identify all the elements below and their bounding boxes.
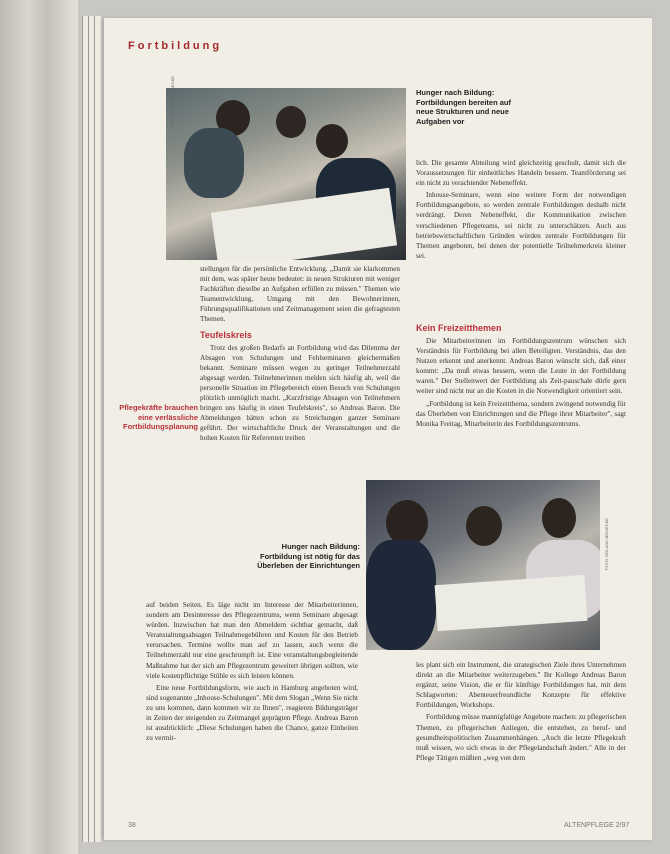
journal-footer: ALTENPFLEGE 2/97	[564, 822, 630, 829]
photo-group-training	[166, 88, 406, 260]
page-number: 38	[128, 822, 136, 829]
paragraph: auf beiden Seiten. Es läge nicht im Interesse der Mitarbeiterinnen, sondern am Desinteresse des Pflegezentrums, wenn Seminare abgesagt würden. Inzwischen hat man den Abmeldern sichtbar gemacht, daß Veranstaltungsabsagen Teilnahmegebühren und Kosten für den Betrieb verursachen. Termine wollte man auf zu lassen, auch wenn die Teilnehmerzahl nur eine geschrumpft ist. Eine veranstaltungsbegleitende Maßnahme hat der sich am Pflegezentrum geweitert übrigen sollten, wie viele kostenpflichtige Stühle es sich leisten können.	[146, 601, 358, 680]
book-binding	[0, 0, 78, 854]
paragraph: lich. Die gesamte Abteilung wird gleichzeitig geschult, damit sich die Voraussetzungen für einheitliches Handeln bessern. Teamförderung sei ein nicht zu verachtender Nebeneffekt.	[416, 159, 626, 188]
paragraph: les plant sich ein Instrument, die strategischen Ziele ihres Unternehmen direkt an die Mitarbeiter weiterzugeben." Ihr Kollege Andreas Baron ergänzt, seine Vision, die er für künftige Fortbildungen hat, mit dem Schlagworten: Abenteuerfreundliche Konzepte für effektive Fortbildungen, Workshops.	[416, 661, 626, 710]
photo-workshop	[366, 480, 600, 650]
photo-credit: FOTO: ROLAND MEINECKE	[604, 518, 609, 570]
paragraph: Die Mitarbeiterinnen im Fortbildungszentrum wünschen sich Verständnis für Fortbildung bei allen Beteiligten. Verständnis, das den Nutzen erkennt und anerkennt. Andreas Baron wünscht sich, daß einer kommt: „Da muß etwas bessern, wenn die Leute in der Fortbildung waren." Der Stellenwert der Fortbildung als Zeit-pauschale dürfe gern weiter sind nicht nur an die Kosten in die Notwendigkeit orientiert sein.	[416, 337, 626, 396]
paragraph: Eine neue Fortbildungsform, wie auch in Hamburg angeboten wird, sind sogenannte „Inhouse-Schulungen". Mit dem Slogan „Wenn Sie nicht zu uns kommen, dann kommen wir zu Ihnen", reagieren Bildungsträger in Zeiten der steigenden zu Zeitmangel geprägten Pflege. Andreas Baron ist ausdrücklich: „Diese Schulungen haben die Chance, ganze Einheiten zu vermit-	[146, 683, 358, 743]
magazine-page	[104, 18, 652, 840]
section-heading: Kein Freizeitthemen	[416, 323, 502, 333]
paragraph: „Fortbildung ist kein Freizeitthema, sondern zwingend notwendig für das Überleben von Einrichtungen und die Pflege ihrer Mitarbeiter", sagt Monika Freitag, Mitarbeiterin des Fortbildungszentrums.	[416, 399, 626, 428]
page-edge	[94, 16, 101, 842]
paragraph: stellungen für die persönliche Entwicklung. „Damit sie klarkommen mit dem, was später heute bedeutet: in neuen Strukturen mit weniger Fachkräften dieselbe an Aufgaben erfüllen zu müssen." Themen wie Teamentwicklung, Umgang mit den Bewohnerinnen, Führungsqualifikationen und Zeitmanagement seien die gefragtesten Themen.	[200, 265, 400, 324]
photo-credit: FOTO: ROLAND MEINECKE	[170, 76, 175, 128]
text-column	[416, 158, 626, 263]
section-label: Fortbildung	[128, 40, 223, 52]
paragraph: Inhouse-Seminare, wenn eine weitere Form der notwendigen Fortbildungsangebote, so werden zentrale Fortbildungen deshalb nicht verdrängt. Deren Nebeneffekt, die Kommunikation zwischen verschiedenen Pflegeteams, sei nicht zu unterschätzen. Auch aus betriebswirtschaftlichen Gründen würden zentrale Fortbildungen für Themen angeboten, bei denen der potentielle Teilnehmerkreis kleiner sei.	[416, 191, 626, 260]
pull-quote: Pflegekräfte brauchen eine verlässliche Fortbildungsplanung	[119, 403, 198, 431]
text-column	[416, 660, 626, 765]
text-column	[200, 264, 400, 446]
paragraph: Fortbildung müsse mannigfaltige Angebote machen: zu pflegerischen Themen, zu pflegerischen Anliegen, die entstehen, zu beruf- und gesundheitspolitischen Zusammenhängen. „Auch die letzte Pflegekraft muß wissen, wo sich etwas in der Pflegelandschaft ändert." Alle in der Pflege Tätigen müßten „weg von dem	[416, 713, 626, 762]
photo-caption: Hunger nach Bildung: Fortbildungen bereiten auf neue Strukturen und neue Aufgaben vor	[416, 88, 511, 126]
text-column	[146, 600, 358, 745]
text-column	[416, 318, 626, 431]
photo-caption: Hunger nach Bildung: Fortbildung ist nötig für das Überleben der Einrichtungen	[257, 542, 360, 570]
paragraph: Trotz des großen Bedarfs an Fortbildung wird das Dilemma der Absagen von Schulungen und Fehlseminaren gleichermaßen bekannt. Seminare müssen wegen zu geringer Teilnehmerzahl abgesagt werden. Teilnehmerinnen melden sich häufig ab, weil die personelle Situation im Pflegebereich einen Besuch von Schulungen plötzlich unmöglich macht. „Kurzfristige Absagen von Teilnehmern bringen uns häufig in einen Teufelskreis", so Andreas Baron. Die Abmeldungen hätten schon zu Streichungen ganzer Seminare geführt. Der wirtschaftliche Druck der Veranstaltungen und die hohen Kosten für Referenten treiben	[200, 343, 400, 443]
section-heading: Teufelskreis	[200, 329, 252, 340]
